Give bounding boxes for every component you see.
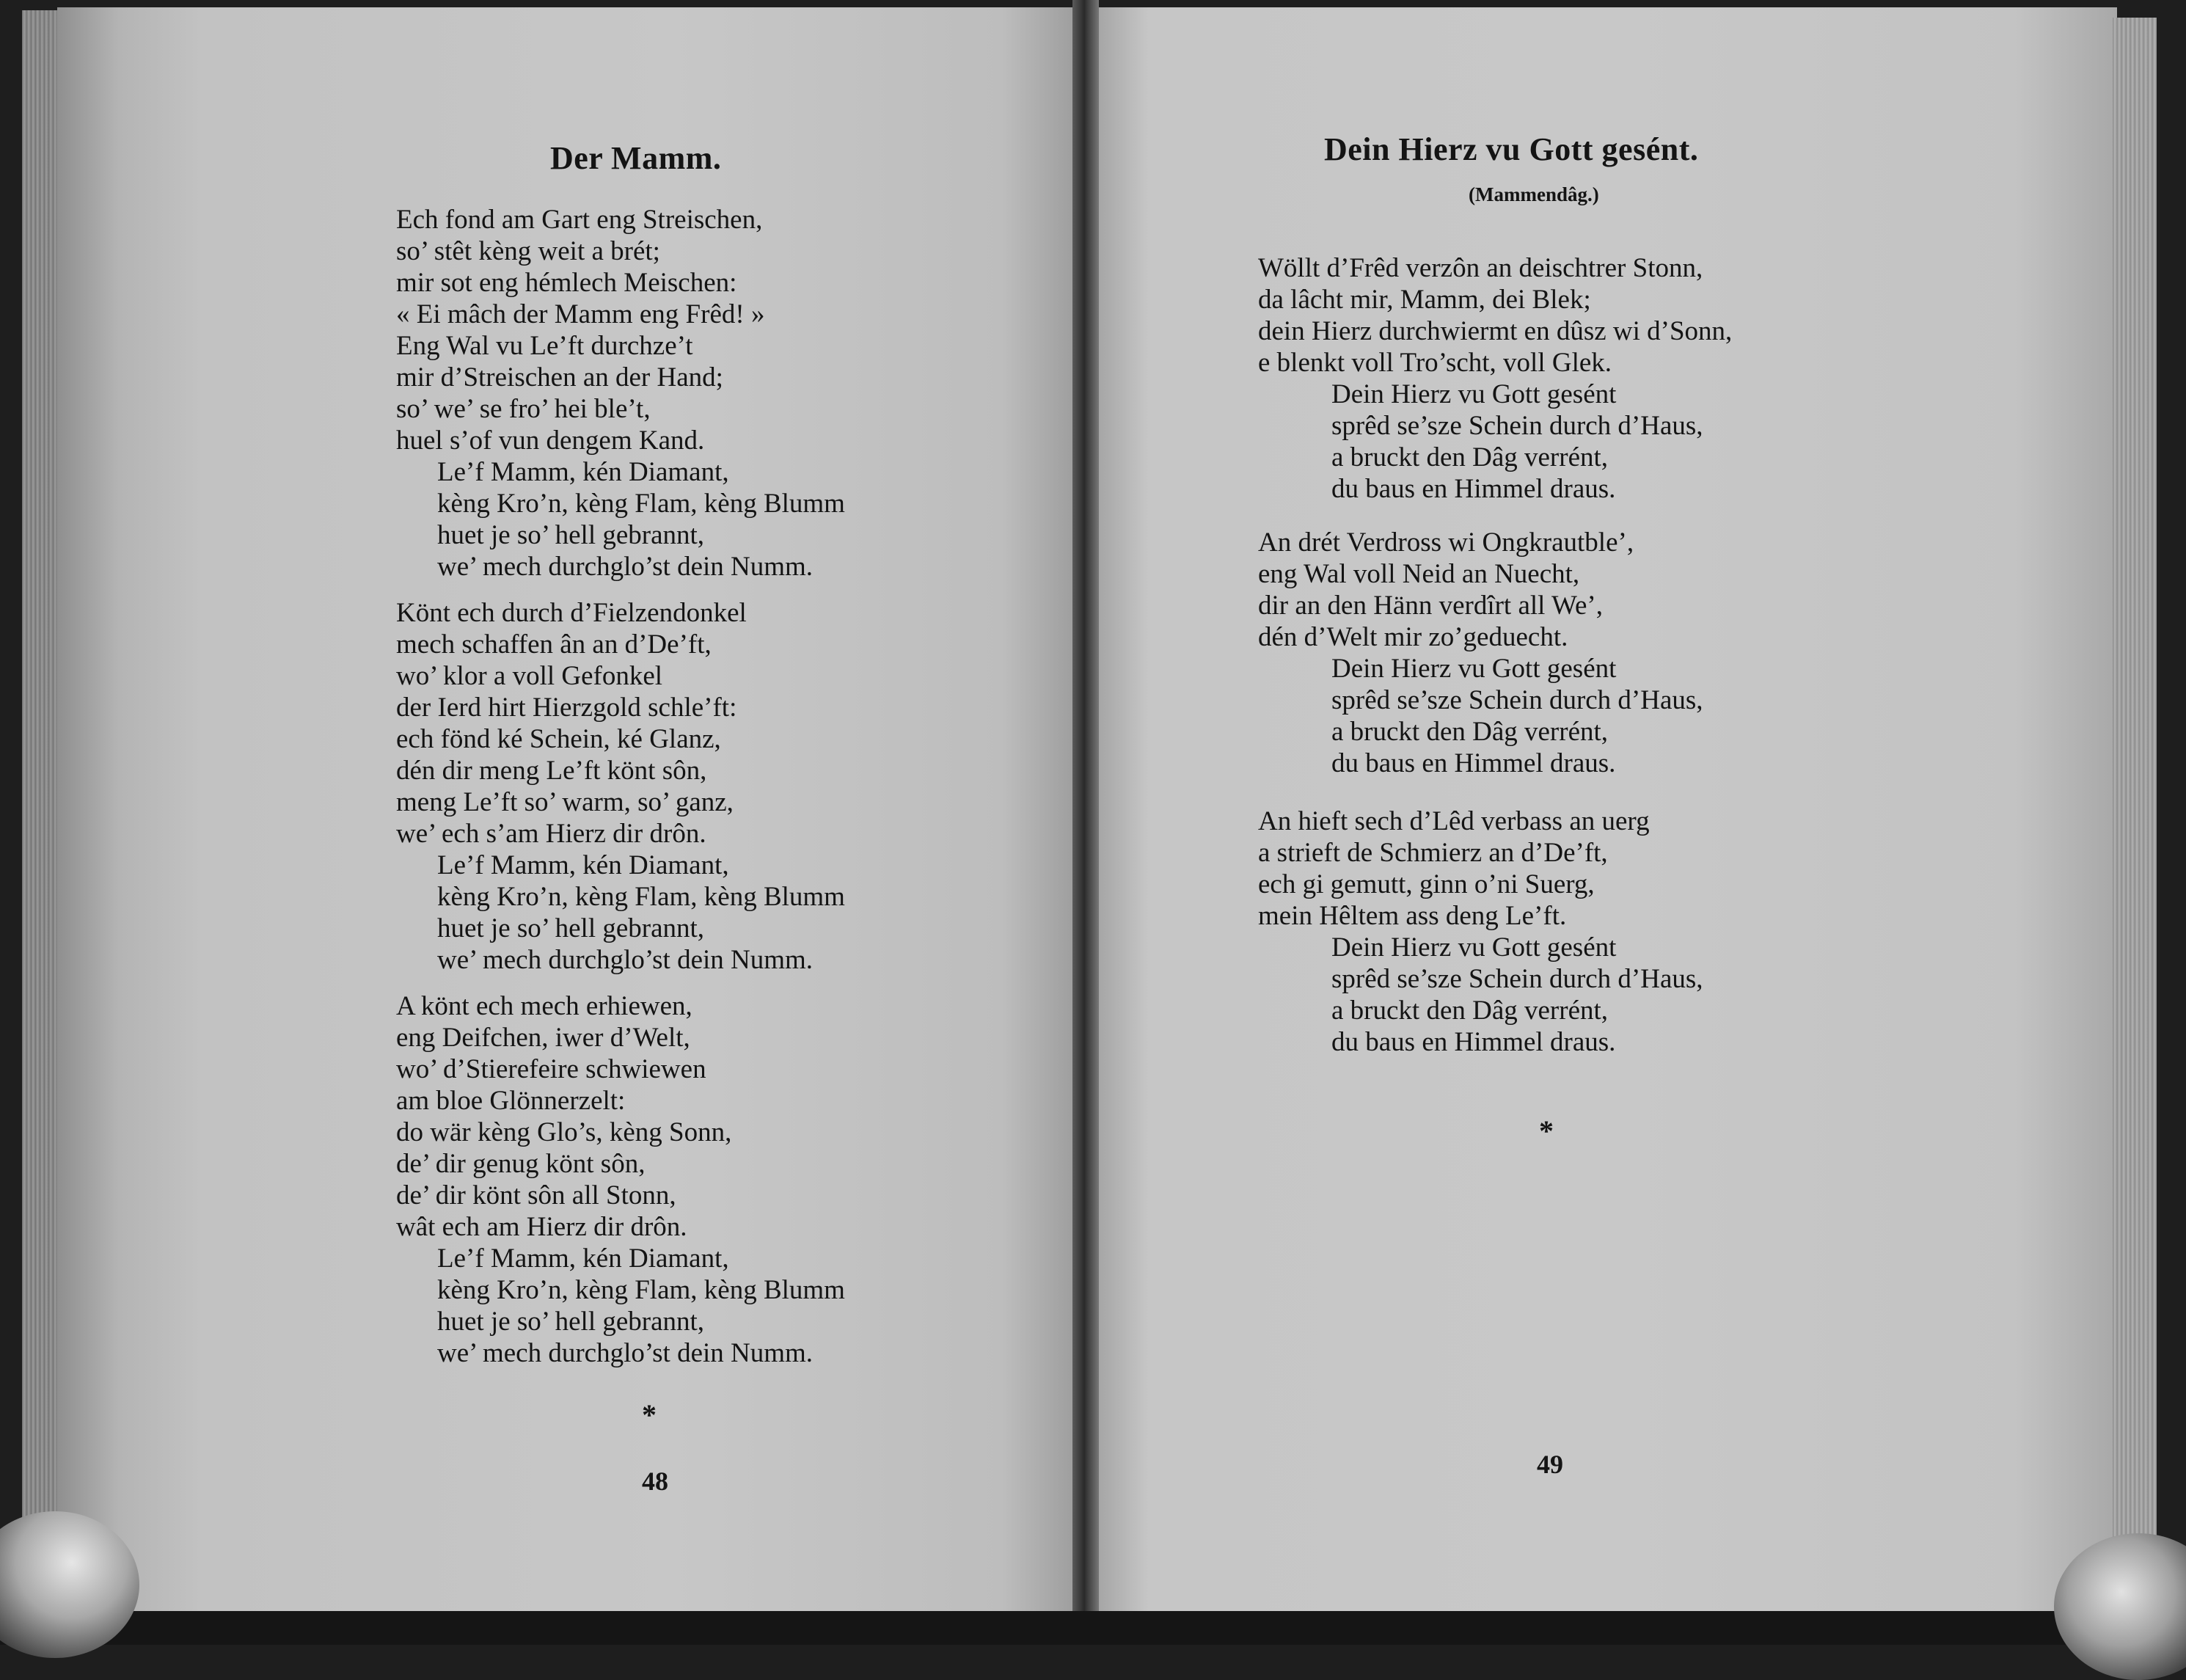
verse-line: we’ ech s’am Hierz dir drôn. bbox=[396, 819, 706, 849]
verse-line: a strieft de Schmierz an d’De’ft, bbox=[1258, 838, 1608, 868]
book-gutter bbox=[1072, 0, 1099, 1645]
verse-line: mech schaffen ân an d’De’ft, bbox=[396, 629, 712, 660]
verse-line: huel s’of vun dengem Kand. bbox=[396, 426, 705, 456]
left-stanza-3 bbox=[396, 990, 845, 1369]
verse-line: e blenkt voll Tro’scht, voll Glek. bbox=[1258, 348, 1612, 378]
left-stanza-1 bbox=[396, 204, 845, 582]
refrain-line: huet je so’ hell gebrannt, bbox=[437, 520, 705, 550]
right-stanza-2 bbox=[1258, 527, 1703, 779]
left-asterisk-ornament: * bbox=[642, 1398, 657, 1431]
verse-line: mein Hêltem ass deng Le’ft. bbox=[1258, 901, 1567, 931]
verse-line: wo’ d’Stierefeire schwiewen bbox=[396, 1054, 706, 1084]
verse-line: de’ dir könt sôn all Stonn, bbox=[396, 1180, 676, 1210]
verse-line: dén dir meng Le’ft könt sôn, bbox=[396, 756, 707, 786]
verse-line: « Ei mâch der Mamm eng Frêd! » bbox=[396, 299, 765, 329]
verse-line: am bloe Glönnerzelt: bbox=[396, 1086, 626, 1116]
verse-line: An hieft sech d’Lêd verbass an uerg bbox=[1258, 806, 1650, 836]
refrain-line: sprêd se’sze Schein durch d’Haus, bbox=[1331, 685, 1703, 715]
verse-line: wât ech am Hierz dir drôn. bbox=[396, 1212, 687, 1242]
refrain-line: a bruckt den Dâg verrént, bbox=[1331, 442, 1609, 472]
refrain-line: Le’f Mamm, kén Diamant, bbox=[437, 457, 729, 487]
refrain-line: du baus en Himmel draus. bbox=[1331, 474, 1616, 504]
refrain-line: Dein Hierz vu Gott gesént bbox=[1331, 654, 1617, 684]
verse-line: Könt ech durch d’Fielzendonkel bbox=[396, 598, 747, 628]
verse-line: de’ dir genug könt sôn, bbox=[396, 1149, 646, 1179]
right-asterisk-ornament: * bbox=[1539, 1114, 1554, 1147]
right-stanza-1 bbox=[1258, 252, 1732, 505]
left-stanza-2 bbox=[396, 597, 845, 976]
verse-line: meng Le’ft so’ warm, so’ ganz, bbox=[396, 787, 734, 817]
verse-line: mir d’Streischen an der Hand; bbox=[396, 362, 723, 392]
verse-line: dein Hierz durchwiermt en dûsz wi d’Sonn, bbox=[1258, 316, 1733, 346]
verse-line: do wär kèng Glo’s, kèng Sonn, bbox=[396, 1117, 732, 1147]
verse-line: da lâcht mir, Mamm, dei Blek; bbox=[1258, 285, 1591, 315]
bottom-shadow bbox=[0, 1611, 2186, 1645]
refrain-line: du baus en Himmel draus. bbox=[1331, 748, 1616, 778]
refrain-line: huet je so’ hell gebrannt, bbox=[437, 913, 705, 943]
refrain-line: kèng Kro’n, kèng Flam, kèng Blumm bbox=[437, 489, 845, 519]
refrain-line: a bruckt den Dâg verrént, bbox=[1331, 717, 1609, 747]
refrain-line: Le’f Mamm, kén Diamant, bbox=[437, 1243, 729, 1274]
verse-line: mir sot eng hémlech Meischen: bbox=[396, 268, 737, 298]
refrain-line: huet je so’ hell gebrannt, bbox=[437, 1307, 705, 1337]
refrain-line: sprêd se’sze Schein durch d’Haus, bbox=[1331, 964, 1703, 994]
left-poem-title: Der Mamm. bbox=[550, 140, 722, 176]
verse-line: eng Deifchen, iwer d’Welt, bbox=[396, 1023, 690, 1053]
refrain-line: we’ mech durchglo’st dein Numm. bbox=[437, 1338, 814, 1368]
verse-line: An drét Verdross wi Ongkrautble’, bbox=[1258, 527, 1634, 558]
verse-line: Ech fond am Gart eng Streischen, bbox=[396, 205, 763, 235]
refrain-line: we’ mech durchglo’st dein Numm. bbox=[437, 945, 814, 975]
right-page-edges bbox=[2113, 18, 2157, 1595]
refrain-line: sprêd se’sze Schein durch d’Haus, bbox=[1331, 411, 1703, 441]
verse-line: A könt ech mech erhiewen, bbox=[396, 991, 692, 1021]
right-page-number: 49 bbox=[1537, 1450, 1563, 1479]
refrain-line: du baus en Himmel draus. bbox=[1331, 1027, 1616, 1057]
verse-line: Wöllt d’Frêd verzôn an deischtrer Stonn, bbox=[1258, 253, 1703, 283]
refrain-line: kèng Kro’n, kèng Flam, kèng Blumm bbox=[437, 1275, 845, 1305]
verse-line: eng Wal voll Neid an Nuecht, bbox=[1258, 559, 1580, 589]
verse-line: ech gi gemutt, ginn o’ni Suerg, bbox=[1258, 869, 1595, 899]
right-poem-subtitle: (Mammendâg.) bbox=[1469, 183, 1599, 205]
verse-line: dén d’Welt mir zo’geduecht. bbox=[1258, 622, 1568, 652]
refrain-line: kèng Kro’n, kèng Flam, kèng Blumm bbox=[437, 882, 845, 912]
refrain-line: Dein Hierz vu Gott gesént bbox=[1331, 932, 1617, 963]
refrain-line: Le’f Mamm, kén Diamant, bbox=[437, 850, 729, 880]
verse-line: so’ stêt kèng weit a brét; bbox=[396, 236, 660, 266]
left-page-number: 48 bbox=[642, 1467, 668, 1496]
verse-line: wo’ klor a voll Gefonkel bbox=[396, 661, 663, 691]
verse-line: Eng Wal vu Le’ft durchze’t bbox=[396, 331, 693, 361]
right-stanza-3 bbox=[1258, 806, 1703, 1058]
verse-line: dir an den Hänn verdîrt all We’, bbox=[1258, 591, 1603, 621]
refrain-line: Dein Hierz vu Gott gesént bbox=[1331, 379, 1617, 409]
right-poem-title: Dein Hierz vu Gott gesént. bbox=[1324, 131, 1699, 167]
refrain-line: a bruckt den Dâg verrént, bbox=[1331, 996, 1609, 1026]
verse-line: so’ we’ se fro’ hei ble’t, bbox=[396, 394, 651, 424]
refrain-line: we’ mech durchglo’st dein Numm. bbox=[437, 552, 814, 582]
verse-line: der Ierd hirt Hierzgold schle’ft: bbox=[396, 693, 737, 723]
verse-line: ech fönd ké Schein, ké Glanz, bbox=[396, 724, 721, 754]
